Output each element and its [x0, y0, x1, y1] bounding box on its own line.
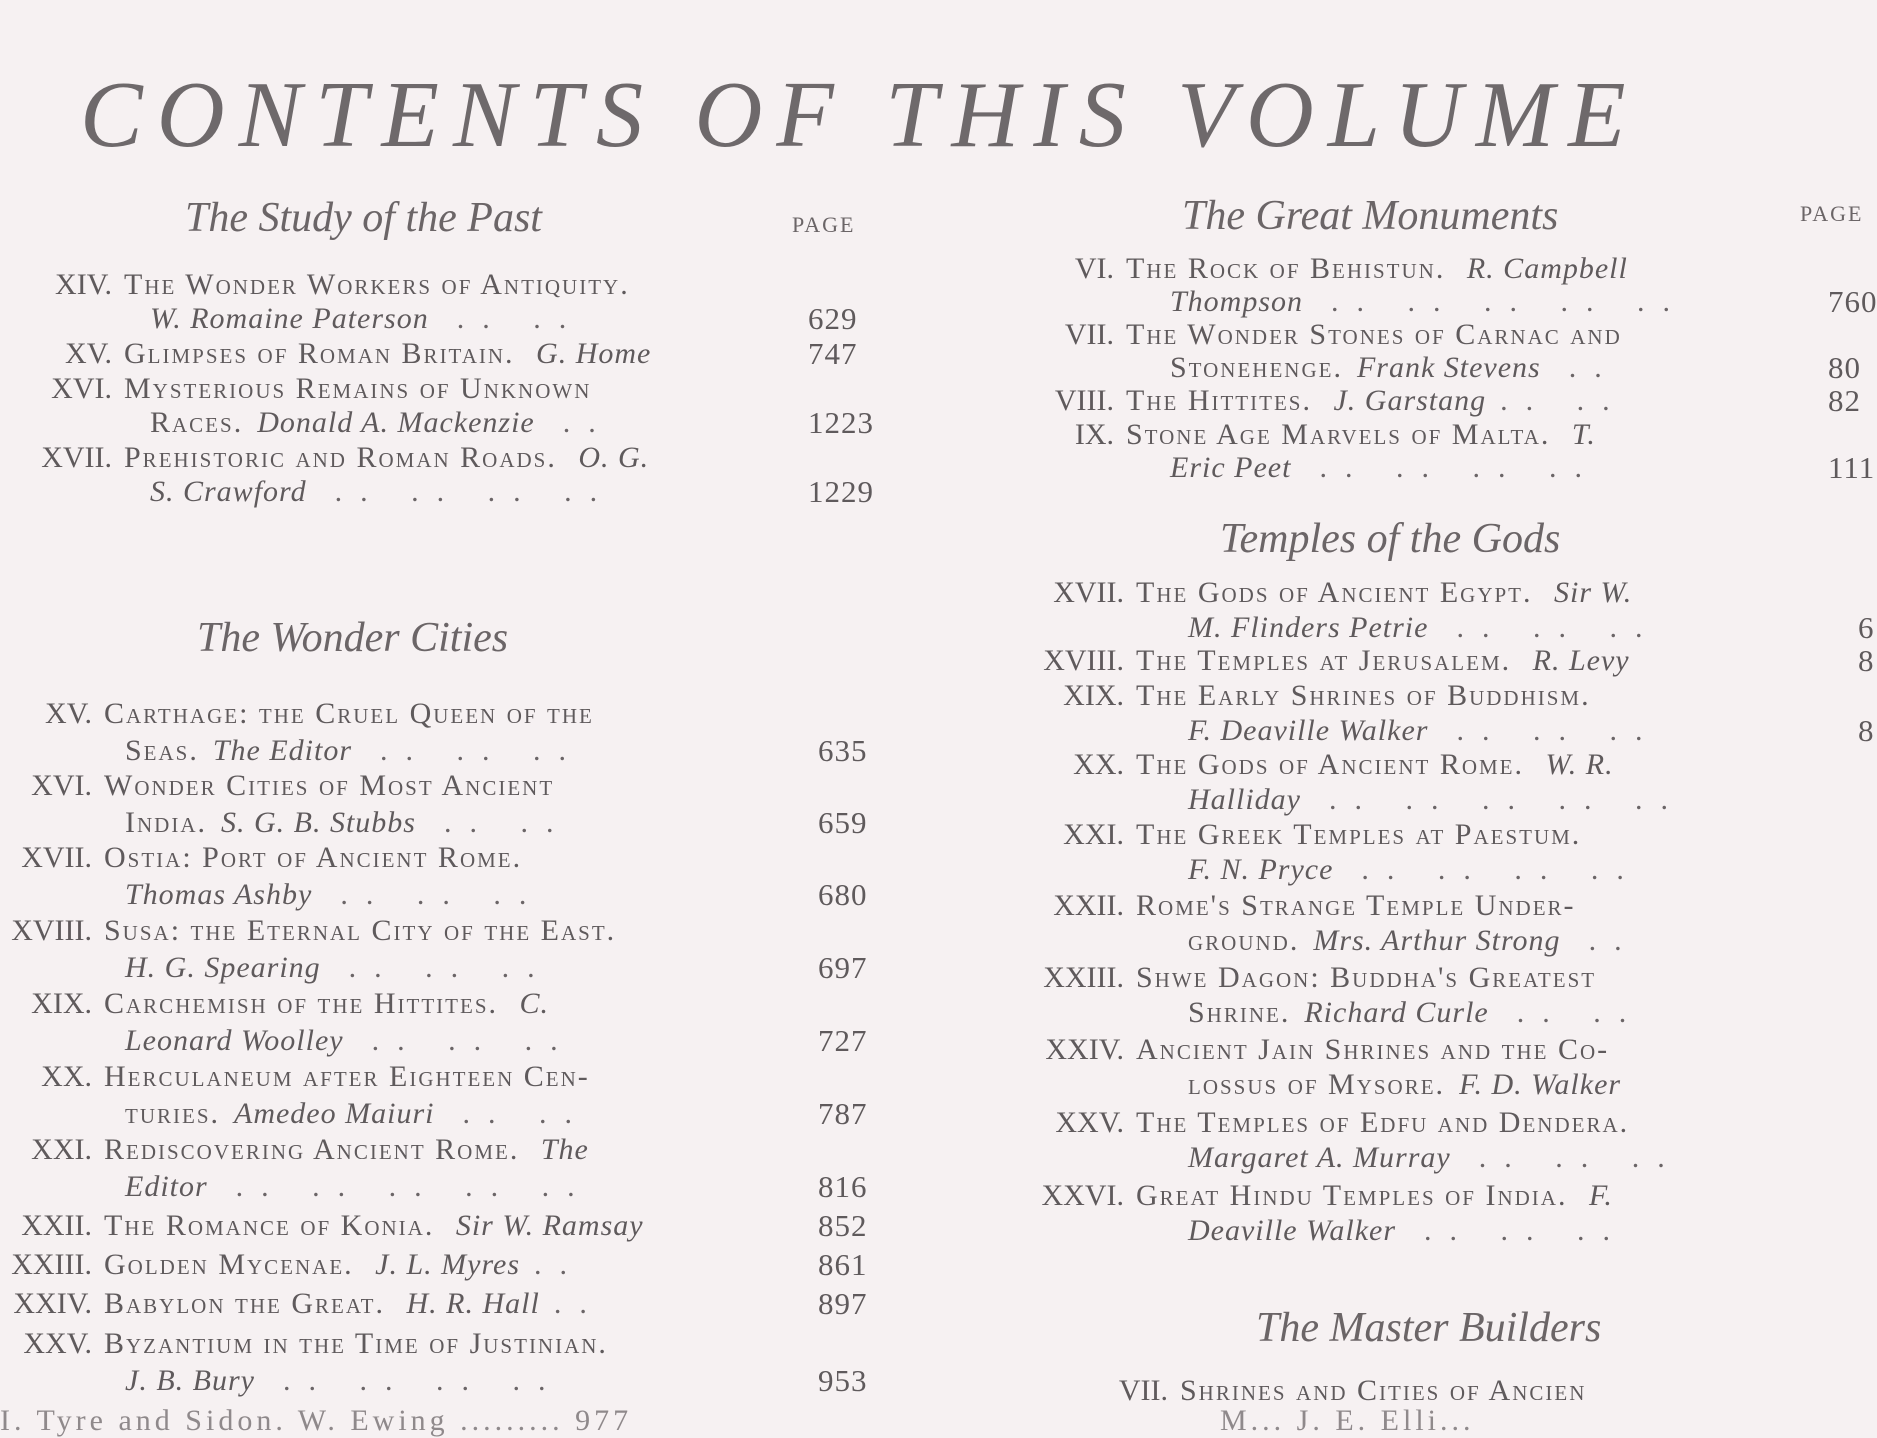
entry-author: Thompson	[1170, 285, 1304, 318]
entry-author: Sir W. Ramsay	[455, 1209, 644, 1242]
leader-dots: .. .. .. ..	[1361, 853, 1642, 886]
toc-entry-line1	[0, 1327, 608, 1361]
page-number: 635	[818, 733, 868, 768]
entry-title-continued: turies.	[125, 1097, 220, 1130]
toc-entry-line1	[0, 841, 522, 875]
roman-numeral: XIV.	[55, 268, 112, 301]
leader-dots: .. ..	[443, 806, 572, 839]
toc-entry-line1	[1000, 644, 1630, 678]
entry-title: The Greek Temples at Paestum.	[1136, 818, 1582, 851]
toc-entry-line1	[0, 1060, 590, 1094]
toc-entry-line1	[1000, 1179, 1613, 1213]
leader-dots: ..	[534, 1248, 586, 1281]
entry-title: The Wonder Stones of Carnac and	[1126, 318, 1622, 351]
entry-author: F. D. Walker	[1459, 1068, 1622, 1101]
entry-author: G. Home	[536, 337, 652, 370]
leader-dots: ..	[562, 406, 614, 439]
entry-author: C.	[519, 987, 550, 1020]
toc-entry-line2	[125, 1170, 593, 1204]
entry-author: Donald A. Mackenzie	[257, 406, 535, 439]
page-number: 861	[818, 1247, 868, 1282]
page-number: 1223	[808, 405, 874, 440]
toc-entry-line1	[4, 268, 630, 302]
toc-entry-line2	[1188, 1141, 1683, 1175]
entry-author: J. B. Bury	[125, 1364, 255, 1397]
entry-author: R. Campbell	[1466, 252, 1628, 285]
toc-entry-line2	[125, 1024, 576, 1058]
entry-author: Amedeo Maiuri	[234, 1097, 435, 1130]
toc-entry-line1	[1000, 576, 1632, 610]
leader-dots: .. .. .. .. ..	[1329, 783, 1686, 816]
leader-dots: ..	[553, 1287, 605, 1320]
toc-entry-line2	[1170, 351, 1620, 385]
toc-entry-line2	[1188, 611, 1660, 645]
leader-dots: .. .. ..	[371, 1024, 576, 1057]
page-number: 659	[818, 805, 868, 840]
toc-entry-line2	[125, 1097, 590, 1131]
leader-dots: .. .. ..	[1424, 1214, 1628, 1247]
entry-title: Rediscovering Ancient Rome.	[104, 1133, 520, 1166]
entry-title: Shwe Dagon: Buddha's Greatest	[1136, 961, 1597, 994]
leader-dots: .. .. ..	[348, 951, 553, 984]
entry-author: Mrs. Arthur Strong	[1313, 924, 1561, 957]
entry-author: H. G. Spearing	[125, 951, 321, 984]
roman-numeral: XV.	[45, 697, 92, 730]
leader-dots: .. .. .. ..	[334, 475, 616, 508]
section-heading-great-monuments: The Great Monuments	[1182, 193, 1559, 239]
toc-entry-line2	[125, 878, 544, 912]
entry-title: Carchemish of the Hittites.	[104, 987, 498, 1020]
roman-numeral: XXV.	[23, 1327, 92, 1360]
toc-entry-line1	[0, 1248, 585, 1282]
entry-title-continued: Shrine.	[1188, 996, 1291, 1029]
leader-dots: .. ..	[1500, 384, 1628, 417]
page-number: 787	[818, 1096, 868, 1131]
section-heading-wonder-cities: The Wonder Cities	[197, 615, 509, 661]
toc-entry-line1	[1000, 961, 1596, 995]
entry-author: Sir W.	[1554, 576, 1633, 609]
entry-title: The Temples of Edfu and Dendera.	[1136, 1106, 1630, 1139]
roman-numeral: XV.	[65, 337, 112, 370]
page-number: 697	[818, 950, 868, 985]
entry-author: S. Crawford	[150, 475, 307, 508]
entry-author: O. G.	[578, 441, 650, 474]
leader-dots: .. .. .. ..	[282, 1364, 564, 1397]
leader-dots: .. ..	[456, 302, 585, 335]
toc-entry-line1	[0, 1287, 605, 1321]
roman-numeral: XIX.	[1063, 679, 1124, 712]
toc-entry-line2	[1188, 996, 1644, 1030]
leader-dots: .. .. ..	[1456, 714, 1661, 747]
entry-author: T.	[1571, 418, 1596, 451]
toc-entry-line2	[1188, 853, 1642, 887]
page-number: 852	[818, 1208, 868, 1243]
roman-numeral: VIII.	[1054, 384, 1114, 417]
toc-entry-line2	[150, 475, 615, 509]
page-number: 8	[1858, 713, 1875, 748]
entry-author: Margaret A. Murray	[1188, 1141, 1451, 1174]
page-number: 111	[1828, 450, 1876, 485]
toc-entry-line1	[0, 914, 616, 948]
toc-entry-line2	[125, 951, 553, 985]
entry-title: Byzantium in the Time of Justinian.	[104, 1327, 608, 1360]
section-heading-study-of-the-past: The Study of the Past	[185, 195, 542, 241]
toc-entry-line1	[0, 769, 554, 803]
page-number: 953	[818, 1363, 868, 1398]
roman-numeral: XVII.	[21, 841, 92, 874]
roman-numeral: XVIII.	[11, 914, 92, 947]
entry-title: Great Hindu Temples of India.	[1136, 1179, 1568, 1212]
roman-numeral: VI.	[1074, 252, 1114, 285]
entry-author: The Editor	[212, 734, 353, 767]
leader-dots: .. .. ..	[380, 734, 585, 767]
roman-numeral: XX.	[1073, 748, 1124, 781]
roman-numeral: XXI.	[1063, 818, 1124, 851]
page-number: 82	[1828, 383, 1861, 418]
toc-entry-line1	[0, 987, 549, 1021]
entry-title: Wonder Cities of Most Ancient	[104, 769, 555, 802]
toc-entry-line1	[1000, 889, 1576, 923]
entry-author: W. R.	[1545, 748, 1614, 781]
page-number: 747	[808, 336, 858, 371]
toc-entry-line1	[4, 441, 649, 475]
toc-entry-line2	[1188, 1214, 1628, 1248]
roman-numeral: XXVI.	[1041, 1179, 1124, 1212]
entry-title: The Early Shrines of Buddhism.	[1136, 679, 1591, 712]
toc-entry-line1	[1000, 1033, 1609, 1067]
entry-title: Prehistoric and Roman Roads.	[124, 441, 557, 474]
entry-author: J. Garstang	[1333, 384, 1487, 417]
entry-author: H. R. Hall	[406, 1287, 540, 1320]
entry-author: The	[540, 1133, 589, 1166]
toc-entry-line1	[1004, 418, 1596, 452]
entry-author: Frank Stevens	[1356, 351, 1541, 384]
toc-entry-line1	[1004, 384, 1628, 418]
page-number: 1229	[808, 474, 874, 509]
roman-numeral: XXII.	[1053, 889, 1124, 922]
entry-title-continued: India.	[125, 806, 207, 839]
toc-entry-line2	[1170, 285, 1688, 319]
entry-author: S. G. B. Stubbs	[220, 806, 416, 839]
toc-entry-line1	[1000, 679, 1591, 713]
leader-dots: .. .. .. .. ..	[1331, 285, 1689, 318]
toc-entry-line2	[1170, 451, 1600, 485]
toc-entry-line2	[125, 806, 571, 840]
toc-entry-line1	[1004, 252, 1628, 286]
page-title: CONTENTS OF THIS VOLUME	[80, 63, 1640, 167]
entry-title: Babylon the Great.	[104, 1287, 385, 1320]
page-column-header-right: PAGE	[1800, 201, 1864, 226]
page-number: 680	[818, 877, 868, 912]
entry-title: The Hittites.	[1126, 384, 1312, 417]
entry-author: Thomas Ashby	[125, 878, 313, 911]
entry-title-continued: Races.	[150, 406, 244, 439]
toc-entry-line1	[0, 697, 594, 731]
leader-dots: ..	[1568, 351, 1620, 384]
toc-entry-line2	[1188, 1068, 1621, 1102]
roman-numeral: XVI.	[51, 372, 112, 405]
entry-author: Editor	[125, 1170, 208, 1203]
roman-numeral: XX.	[41, 1060, 92, 1093]
roman-numeral: VII.	[1118, 1374, 1168, 1407]
page-number: 897	[818, 1286, 868, 1321]
entry-author: M. Flinders Petrie	[1188, 611, 1429, 644]
leader-dots: ..	[1588, 924, 1640, 957]
roman-numeral: XVII.	[1053, 576, 1124, 609]
page-number: 727	[818, 1023, 868, 1058]
toc-entry-line1	[4, 337, 651, 371]
entry-title-continued: Stonehenge.	[1170, 351, 1343, 384]
entry-author: F. Deaville Walker	[1188, 714, 1429, 747]
entry-title-continued: Seas.	[125, 734, 199, 767]
entry-title: The Gods of Ancient Egypt.	[1136, 576, 1533, 609]
roman-numeral: XVI.	[31, 769, 92, 802]
toc-entry-line2	[150, 406, 614, 440]
entry-title: Shrines and Cities of Ancien	[1180, 1374, 1587, 1407]
toc-entry-line1	[1000, 1106, 1629, 1140]
roman-numeral: XXV.	[1055, 1106, 1124, 1139]
roman-numeral: XXIII.	[1043, 961, 1124, 994]
entry-title: Glimpses of Roman Britain.	[124, 337, 515, 370]
roman-numeral: XIX.	[31, 987, 92, 1020]
entry-title: Ancient Jain Shrines and the Co-	[1136, 1033, 1610, 1066]
entry-title: The Temples at Jerusalem.	[1136, 644, 1512, 677]
entry-author: Leonard Woolley	[125, 1024, 344, 1057]
entry-author: Eric Peet	[1170, 451, 1292, 484]
section-heading-temples-of-the-gods: Temples of the Gods	[1220, 516, 1561, 562]
entry-author: R. Levy	[1532, 644, 1630, 677]
page-number: 8	[1858, 643, 1875, 678]
cut-off-entry-right: M... J. E. Elli...	[1220, 1404, 1475, 1437]
entry-title-continued: lossus of Mysore.	[1188, 1068, 1446, 1101]
toc-entry-line2	[1188, 783, 1686, 817]
toc-entry-line1	[0, 1209, 644, 1243]
leader-dots: .. .. ..	[1456, 611, 1661, 644]
entry-title: Stone Age Marvels of Malta.	[1126, 418, 1551, 451]
entry-author: F. N. Pryce	[1188, 853, 1334, 886]
toc-entry-line2	[150, 302, 584, 336]
entry-title: The Wonder Workers of Antiquity.	[124, 268, 630, 301]
roman-numeral: XXIV.	[13, 1287, 92, 1320]
page-number: 760	[1828, 284, 1877, 319]
roman-numeral: XXI.	[31, 1133, 92, 1166]
roman-numeral: XVII.	[41, 441, 112, 474]
roman-numeral: XXII.	[21, 1209, 92, 1242]
entry-title: The Gods of Ancient Rome.	[1136, 748, 1525, 781]
entry-title: Ostia: Port of Ancient Rome.	[104, 841, 523, 874]
leader-dots: .. .. ..	[340, 878, 545, 911]
toc-entry-line1	[1000, 818, 1581, 852]
toc-entry-line2	[1188, 924, 1640, 958]
entry-title: Carthage: the Cruel Queen of the	[104, 697, 594, 730]
entry-title: Mysterious Remains of Unknown	[124, 372, 592, 405]
entry-title: The Romance of Konia.	[104, 1209, 435, 1242]
entry-author: J. L. Myres	[375, 1248, 521, 1281]
roman-numeral: IX.	[1074, 418, 1114, 451]
entry-author: Deaville Walker	[1188, 1214, 1396, 1247]
roman-numeral: XXIII.	[11, 1248, 92, 1281]
toc-entry-line2	[125, 734, 584, 768]
entry-title: Rome's Strange Temple Under-	[1136, 889, 1576, 922]
leader-dots: .. .. ..	[1478, 1141, 1683, 1174]
entry-title: Herculaneum after Eighteen Cen-	[104, 1060, 590, 1093]
leader-dots: .. .. .. .. ..	[235, 1170, 593, 1203]
roman-numeral: XVIII.	[1043, 644, 1124, 677]
page-column-header: PAGE	[792, 212, 856, 237]
roman-numeral: VII.	[1064, 318, 1114, 351]
roman-numeral: XXIV.	[1045, 1033, 1124, 1066]
entry-author: F.	[1588, 1179, 1613, 1212]
cut-off-entry: I. Tyre and Sidon. W. Ewing ......... 977	[0, 1404, 633, 1437]
entry-author: W. Romaine Paterson	[150, 302, 429, 335]
page-number: 629	[808, 301, 858, 336]
leader-dots: .. .. .. ..	[1319, 451, 1600, 484]
section-heading-master-builders: The Master Builders	[1256, 1305, 1602, 1351]
toc-entry-line1	[1078, 1374, 1586, 1408]
page-number: 80	[1828, 350, 1861, 385]
toc-entry-line2	[1188, 714, 1660, 748]
entry-title: Susa: the Eternal City of the East.	[104, 914, 617, 947]
toc-entry-line1	[1004, 318, 1622, 352]
toc-entry-line1	[4, 372, 591, 406]
toc-entry-line2	[125, 1364, 563, 1398]
page-number: 816	[818, 1169, 868, 1204]
toc-entry-line1	[0, 1133, 589, 1167]
entry-author: Richard Curle	[1304, 996, 1489, 1029]
entry-title: The Rock of Behistun.	[1126, 252, 1446, 285]
leader-dots: .. ..	[1516, 996, 1645, 1029]
entry-author: Halliday	[1188, 783, 1301, 816]
entry-title-continued: ground.	[1188, 924, 1300, 957]
toc-entry-line1	[1000, 748, 1614, 782]
page-number: 6	[1858, 610, 1875, 645]
leader-dots: .. ..	[462, 1097, 590, 1130]
entry-title: Golden Mycenae.	[104, 1248, 354, 1281]
